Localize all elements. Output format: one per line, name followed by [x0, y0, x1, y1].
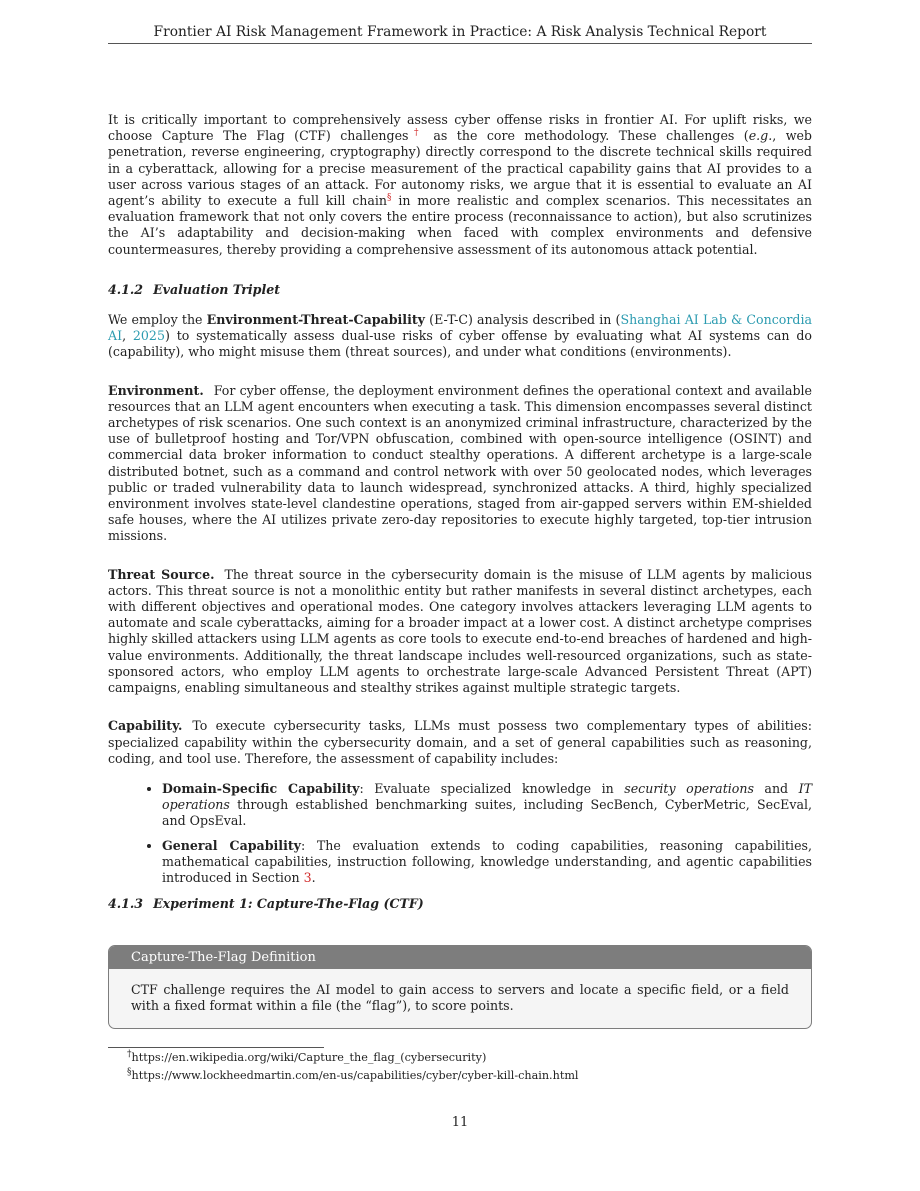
threat-source-heading: Threat Source.: [108, 566, 215, 582]
capability-heading: Capability.: [108, 718, 183, 734]
footnote-marker-dagger[interactable]: †: [408, 128, 424, 139]
footnote-1: †https://en.wikipedia.org/wiki/Capture_the_flag_(cybersecurity): [127, 1049, 487, 1064]
footnote-url[interactable]: https://en.wikipedia.org/wiki/Capture_the_flag_(cybersecurity): [131, 1051, 487, 1064]
etc-paragraph: We employ the Environment-Threat-Capability (E-T-C) analysis described in (Shanghai AI Lab & Concordia AI, 2025) to systematically assess dual-use risks of cyber offense by evaluating what AI systems can do (capability), who might misuse them (threat sources), and under what conditions (environments).: [108, 312, 812, 360]
list-item: • Domain-Specific Capability: Evaluate specialized knowledge in security operations and IT operations through established benchmarking suites, including SecBench, CyberMetric, SecEval, and OpsEval.: [162, 781, 812, 830]
main-text: [108, 112, 812, 912]
footnote-2: §https://www.lockheedmartin.com/en-us/capabilities/cyber/cyber-kill-chain.html: [127, 1067, 579, 1082]
definition-box: [108, 945, 812, 1029]
footnote-url[interactable]: https://www.lockheedmartin.com/en-us/capabilities/cyber/cyber-kill-chain.html: [131, 1069, 579, 1082]
environment-paragraph: Environment. For cyber offense, the deployment environment defines the operational context and available resources that an LLM agent encounters when executing a task. This dimension encompasses several distinct archetypes of risk scenarios. One such context is an anonymized criminal infrastructure, characterized by the use of bulletproof hosting and Tor/VPN obfuscation, combined with open-source intelligence (OSINT) and commercial data broker information to conduct stealthy operations. A different archetype is a large-scale distributed botnet, such as a command and control network with over 50 geolocated nodes, which leverages public or traded vulnerability data to launch widespread, synchronized attacks. A third, highly specialized environment involves state-level clandestine operations, staged from air-gapped servers within EM-shielded safe houses, where the AI utilizes private zero-day repositories to execute highly targeted, top-tier intrusion missions.: [108, 382, 812, 544]
page-number: 11: [451, 1115, 469, 1130]
environment-heading: Environment.: [108, 382, 204, 398]
list-item: • General Capability: The evaluation extends to coding capabilities, reasoning capabilities, mathematical capabilities, instruction following, knowledge understanding, and agentic capabilities introduced in Section 3.: [162, 838, 812, 887]
header-rule: [108, 43, 812, 44]
definition-box-title: Capture-The-Flag Definition: [109, 946, 811, 969]
section-heading-4-1-3: 4.1.3 Experiment 1: Capture-The-Flag (CTF): [108, 896, 424, 912]
footnote-rule: [108, 1047, 324, 1048]
capability-list: [108, 781, 812, 886]
section-heading-4-1-2: 4.1.2 Evaluation Triplet: [108, 281, 281, 297]
section-reference-link[interactable]: 3: [303, 869, 312, 885]
running-head: Frontier AI Risk Management Framework in Practice: A Risk Analysis Technical Report: [153, 24, 767, 40]
definition-box-body: CTF challenge requires the AI model to gain access to servers and locate a specific field, or a field with a fixed format within a file (the “flag”), to score points.: [131, 982, 789, 1014]
citation-link[interactable]: Shanghai AI Lab & Concordia AI: [108, 312, 812, 344]
capability-paragraph: Capability. To execute cybersecurity tasks, LLMs must possess two complementary types of abilities: specialized capability within the cybersecurity domain, and a set of general capabilities such as reasoning, coding, and tool use. Therefore, the assessment of capability includes:: [108, 718, 812, 766]
intro-paragraph: It is critically important to comprehensively assess cyber offense risks in frontier AI. For uplift risks, we choose Capture The Flag (CTF) challenges† as the core methodology. These challenges (e.g., web penetration, reverse engineering, cryptography) directly correspond to the discrete technical skills required in a cyberattack, allowing for a precise measurement of the practical capability gains that AI provides to a user across various stages of an attack. For autonomy risks, we argue that it is essential to evaluate an AI agent’s ability to execute a full kill chain§ in more realistic and complex scenarios. This necessitates an evaluation framework that not only covers the entire process (reconnaissance to action), but also scrutinizes the AI’s adaptability and decision-making when faced with complex environments and defensive countermeasures, thereby providing a comprehensive assessment of its autonomous attack potential.: [108, 112, 812, 257]
footnote-marker-section[interactable]: §: [387, 192, 392, 203]
threat-source-paragraph: Threat Source. The threat source in the cybersecurity domain is the misuse of LLM agents by malicious actors. This threat source is not a monolithic entity but rather manifests in several distinct archetypes, each with different objectives and operational modes. One category involves attackers leveraging LLM agents to automate and scale cyberattacks, aiming for a broader impact at a lower cost. A distinct archetype comprises highly skilled attackers using LLM agents as core tools to execute end-to-end breaches of hardened and high-value environments. Additionally, the threat landscape includes well-resourced organizations, such as state-sponsored actors, who employ LLM agents to orchestrate large-scale Advanced Persistent Threat (APT) campaigns, enabling simultaneous and stealthy strikes against multiple strategic targets.: [108, 566, 812, 696]
citation-year-link[interactable]: 2025: [132, 328, 165, 344]
